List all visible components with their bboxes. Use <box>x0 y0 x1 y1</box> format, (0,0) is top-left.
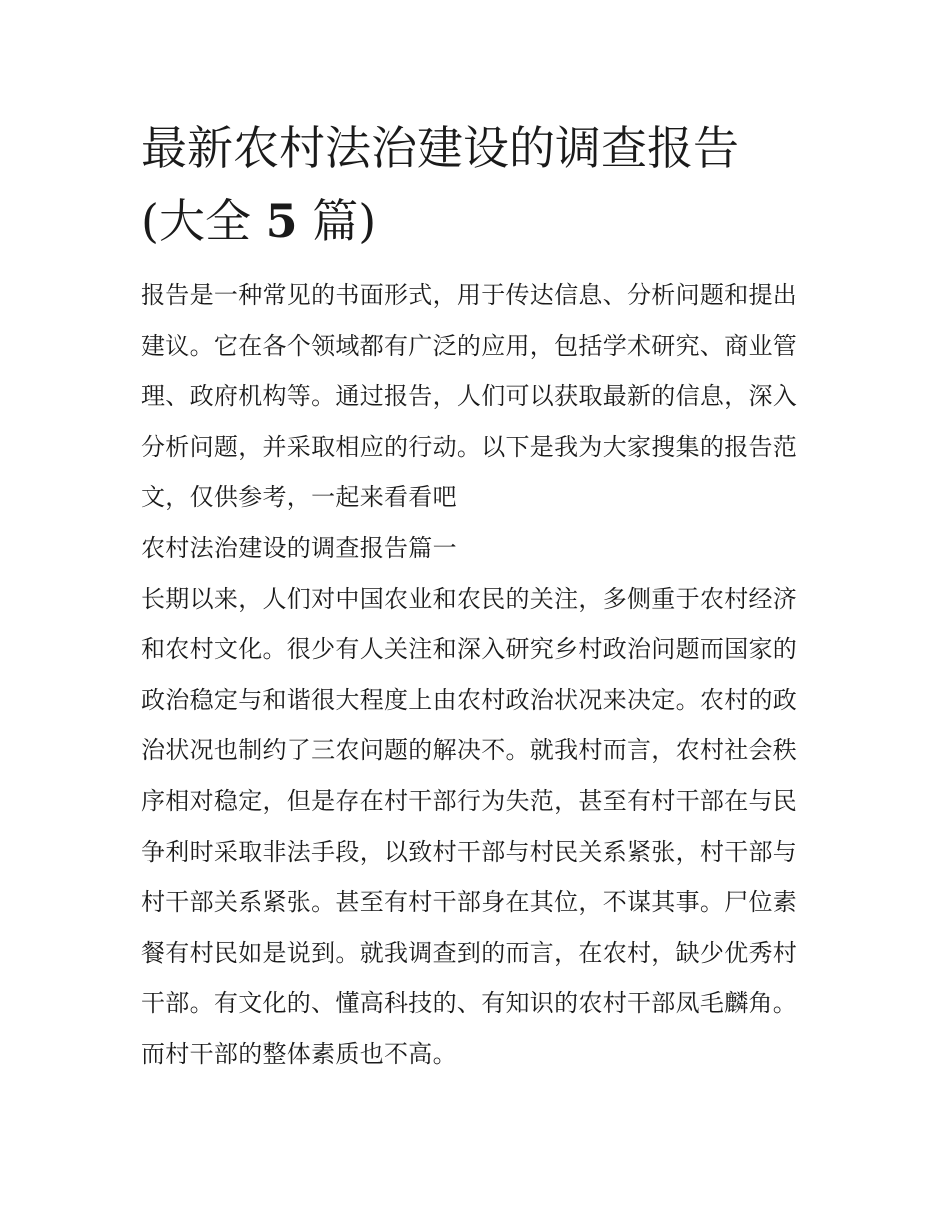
section-paragraph <box>141 574 813 1080</box>
title-suffix: 篇) <box>297 194 377 248</box>
document-page <box>141 112 813 1080</box>
title-prefix: (大全 <box>141 194 266 248</box>
intro-paragraph <box>141 270 813 523</box>
section-line: 长期以来，人们对中国农业和农民的关注，多侧重于农村经济 <box>141 584 798 613</box>
section-line: 政治稳定与和谐很大程度上由农村政治状况来决定。农村的政 <box>141 685 798 714</box>
title-line-1: 最新农村法治建设的调查报告 <box>141 121 739 175</box>
section-heading: 农村法治建设的调查报告篇一 <box>141 533 457 562</box>
document-title <box>141 112 813 258</box>
title-line-2 <box>141 185 813 258</box>
intro-line: 文，仅供参考，一起来看看吧 <box>141 483 457 512</box>
section-line: 争利时采取非法手段，以致村干部与村民关系紧张，村干部与 <box>141 837 798 866</box>
intro-line: 分析问题，并采取相应的行动。以下是我为大家搜集的报告范 <box>141 432 798 461</box>
intro-line: 建议。它在各个领域都有广泛的应用，包括学术研究、商业管 <box>141 331 798 360</box>
title-number: 5 <box>265 194 298 248</box>
section-line: 村干部关系紧张。甚至有村干部身在其位，不谋其事。尸位素 <box>141 888 798 917</box>
section-line: 而村干部的整体素质也不高。 <box>141 1039 457 1068</box>
section-line: 干部。有文化的、懂高科技的、有知识的农村干部凤毛麟角。 <box>141 989 798 1018</box>
document-body <box>141 270 813 1080</box>
section-line: 餐有村民如是说到。就我调查到的而言，在农村，缺少优秀村 <box>141 938 798 967</box>
section-line: 治状况也制约了三农问题的解决不。就我村而言，农村社会秩 <box>141 736 798 765</box>
intro-line: 报告是一种常见的书面形式，用于传达信息、分析问题和提出 <box>141 281 798 309</box>
section-line: 和农村文化。很少有人关注和深入研究乡村政治问题而国家的 <box>141 635 798 664</box>
intro-line: 理、政府机构等。通过报告，人们可以获取最新的信息，深入 <box>141 382 798 411</box>
section-line: 序相对稳定，但是存在村干部行为失范，甚至有村干部在与民 <box>141 786 798 815</box>
